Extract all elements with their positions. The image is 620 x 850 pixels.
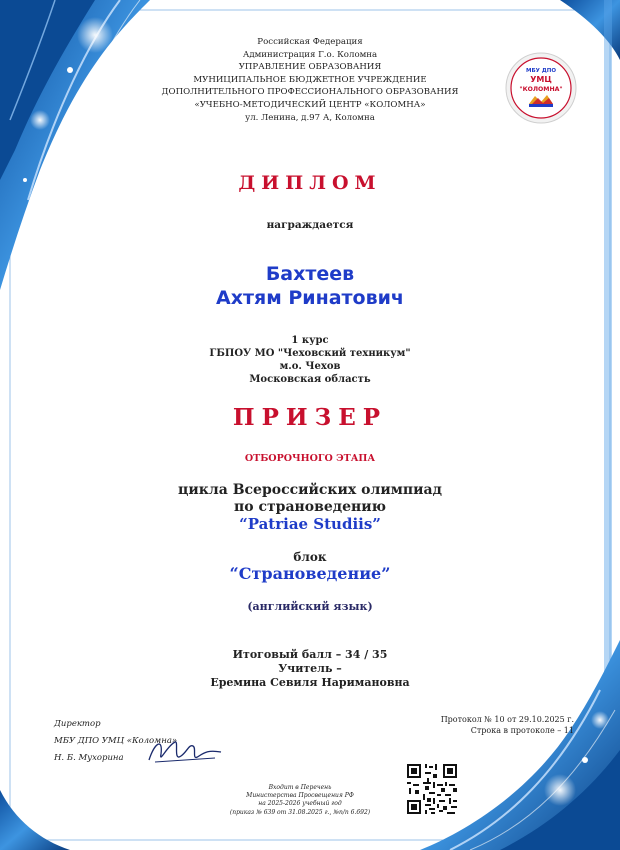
cycle-name: “Patriae Studiis” [239,515,381,533]
block-name: “Страноведение” [229,564,391,583]
header-line: ДОПОЛНИТЕЛЬНОГО ПРОФЕССИОНАЛЬНОГО ОБРАЗОВАНИЯ [161,87,459,98]
recipient-surname: Бахтеев [265,263,355,285]
score-section [0,648,620,690]
info-line: 1 курс [291,335,329,346]
block-label: блок [293,550,327,564]
director-title: Директор [54,719,101,729]
stage-label: ОТБОРОЧНОГО ЭТАПА [244,453,376,464]
awarded-text: награждается [266,219,354,231]
protocol-number: Протокол № 10 от 29.10.2025 г. [440,715,574,724]
teacher-name: Еремина Севиля Наримановна [210,676,410,689]
info-line: ГБПОУ МО "Чеховский техникум" [209,348,411,359]
director-name: Н. Б. Мухорина [54,753,124,763]
teacher-label: Учитель – [278,662,342,675]
qr-code[interactable] [405,762,459,816]
header-line: Администрация Г.о. Коломна [242,49,378,60]
umc-kolomna-logo [505,52,577,124]
protocol-info [441,714,574,736]
protocol-row: Строка в протоколе – 11 [470,726,574,735]
diploma-title: ДИПЛОМ [238,172,382,194]
recipient-name [0,262,620,310]
olympiad-cycle [0,482,620,533]
total-score: Итоговый балл – 34 / 35 [232,648,388,661]
header-line: ул. Ленина, д.97 А, Коломна [245,112,375,123]
footer-line: (приказ № 639 от 31.08.2025 г., №п/п 6.692) [229,808,371,816]
header-line: УПРАВЛЕНИЕ ОБРАЗОВАНИЯ [238,62,382,73]
header-line: Российская Федерация [257,37,363,47]
director-signature [145,732,225,772]
info-line: Московская область [249,374,371,385]
cycle-line-2: по страноведению [234,499,386,515]
footer-line: Министерства Просвещения РФ [246,792,354,800]
footer-line: Входит в Перечень [268,784,332,791]
recipient-info [0,334,620,386]
logo-text-mid: УМЦ [530,75,552,84]
header-line: «УЧЕБНО-МЕТОДИЧЕСКИЙ ЦЕНТР «КОЛОМНА» [194,99,426,110]
footer-line: на 2025-2026 учебный год [258,800,342,808]
logo-text-bottom: "КОЛОМНА" [519,86,563,93]
cycle-line-1: цикла Всероссийских олимпиад [178,482,442,498]
recipient-given-names: Ахтям Ринатович [216,287,404,309]
director-org: МБУ ДПО УМЦ «Коломна» [54,736,178,746]
info-line: м.о. Чехов [279,361,341,372]
ministry-list-note [200,784,400,817]
header-line: МУНИЦИПАЛЬНОЕ БЮДЖЕТНОЕ УЧРЕЖДЕНИЕ [193,74,427,85]
language-label: (английский язык) [247,600,373,613]
logo-text-top: МБУ ДПО [526,68,556,74]
prize-title: ПРИЗЕР [232,404,388,431]
